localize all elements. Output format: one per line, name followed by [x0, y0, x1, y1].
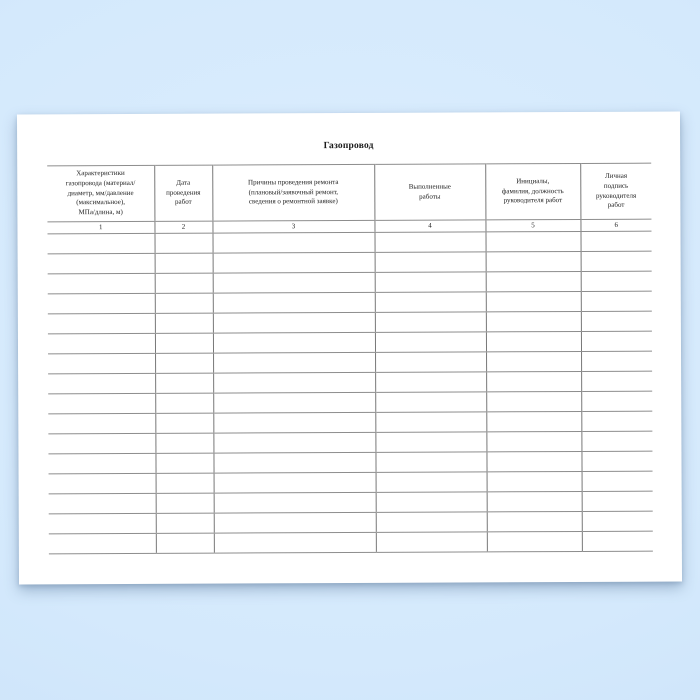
page-title: Газопровод [323, 140, 374, 152]
empty-cell [486, 411, 581, 431]
empty-cell [48, 373, 155, 393]
empty-cell [155, 413, 213, 433]
column-number-1: 1 [47, 221, 154, 233]
empty-cell [582, 491, 653, 511]
empty-cell [581, 251, 652, 271]
empty-cell [375, 252, 486, 272]
table-row [48, 331, 652, 354]
table-row [48, 311, 652, 334]
empty-cell [375, 272, 486, 292]
empty-cell [375, 292, 486, 312]
column-number-2: 2 [154, 221, 212, 233]
empty-cell [214, 472, 376, 493]
empty-cell [375, 332, 486, 352]
empty-cell [213, 412, 375, 433]
empty-cell [581, 311, 652, 331]
empty-cell [213, 432, 375, 453]
empty-cell [49, 473, 156, 493]
empty-cell [581, 331, 652, 351]
empty-cell [375, 312, 486, 332]
empty-cell [156, 533, 214, 553]
empty-cell [155, 373, 213, 393]
empty-cell [376, 512, 487, 532]
table-row [48, 451, 652, 474]
empty-cell [486, 251, 581, 271]
empty-cell [581, 391, 652, 411]
empty-cell [581, 411, 652, 431]
empty-cell [375, 412, 486, 432]
empty-cell [581, 291, 652, 311]
empty-cell [213, 352, 375, 373]
empty-cell [156, 493, 214, 513]
empty-cell [213, 312, 375, 333]
table-row [48, 351, 652, 374]
table-row [48, 291, 652, 314]
empty-cell [213, 292, 375, 313]
empty-cell [214, 512, 376, 533]
column-number-6: 6 [580, 219, 651, 231]
empty-cell [486, 311, 581, 331]
table-row [48, 251, 652, 274]
empty-cell [48, 453, 155, 473]
empty-cell [375, 352, 486, 372]
empty-cell [154, 233, 212, 253]
journal-table [47, 163, 653, 555]
empty-cell [582, 531, 653, 551]
table-row [48, 271, 652, 294]
empty-cell [581, 371, 652, 391]
empty-cell [581, 271, 652, 291]
empty-cell [486, 451, 581, 471]
column-header-3: Причины проведения ремонта (плановый/заявочный ремонт, сведения о ремонтной заявке) [212, 164, 374, 221]
empty-cell [212, 232, 374, 253]
table-row [49, 491, 653, 514]
empty-cell [155, 393, 213, 413]
empty-cell [213, 272, 375, 293]
table-row [48, 391, 652, 414]
empty-cell [376, 532, 487, 552]
table-row [49, 511, 653, 534]
empty-cell [49, 533, 156, 553]
empty-cell [376, 492, 487, 512]
empty-cell [581, 451, 652, 471]
empty-cell [375, 372, 486, 392]
table-body [47, 231, 652, 554]
empty-cell [155, 353, 213, 373]
empty-cell [486, 391, 581, 411]
table-row [48, 431, 652, 454]
empty-cell [487, 491, 582, 511]
table-row [48, 371, 652, 394]
empty-cell [486, 271, 581, 291]
empty-cell [486, 291, 581, 311]
empty-cell [47, 233, 154, 253]
empty-cell [213, 252, 375, 273]
empty-cell [486, 331, 581, 351]
empty-cell [486, 351, 581, 371]
empty-cell [581, 431, 652, 451]
document-page [17, 112, 682, 585]
empty-cell [581, 351, 652, 371]
column-number-3: 3 [212, 220, 374, 233]
empty-cell [214, 492, 376, 513]
empty-cell [48, 333, 155, 353]
empty-cell [485, 231, 580, 251]
empty-cell [48, 353, 155, 373]
empty-cell [155, 453, 213, 473]
column-header-6: Личная подпись руководителя работ [580, 163, 651, 219]
empty-cell [486, 431, 581, 451]
empty-cell [48, 393, 155, 413]
empty-cell [155, 333, 213, 353]
empty-cell [155, 273, 213, 293]
empty-cell [155, 313, 213, 333]
empty-cell [155, 293, 213, 313]
empty-cell [582, 471, 653, 491]
column-header-1: Характеристики газопровода (материал/ диаметр, мм/давление (максимальное), МПа/длина, м) [47, 165, 154, 221]
empty-cell [486, 371, 581, 391]
empty-cell [375, 432, 486, 452]
empty-cell [213, 452, 375, 473]
column-header-4: Выполненные работы [374, 164, 485, 220]
empty-cell [156, 513, 214, 533]
empty-cell [48, 433, 155, 453]
empty-cell [213, 332, 375, 353]
empty-cell [213, 392, 375, 413]
empty-cell [48, 253, 155, 273]
empty-cell [48, 413, 155, 433]
column-number-5: 5 [485, 219, 580, 231]
column-number-4: 4 [374, 220, 485, 232]
table-row [48, 411, 652, 434]
empty-cell [48, 273, 155, 293]
empty-cell [49, 493, 156, 513]
empty-cell [375, 452, 486, 472]
header-row [47, 163, 651, 222]
column-header-2: Дата проведения работ [154, 165, 212, 221]
empty-cell [487, 511, 582, 531]
empty-cell [487, 471, 582, 491]
empty-cell [375, 392, 486, 412]
empty-cell [156, 473, 214, 493]
empty-cell [213, 372, 375, 393]
empty-cell [48, 313, 155, 333]
empty-cell [155, 253, 213, 273]
empty-cell [580, 231, 651, 251]
empty-cell [155, 433, 213, 453]
empty-cell [49, 513, 156, 533]
table-row [49, 471, 653, 494]
empty-cell [487, 531, 582, 551]
empty-cell [376, 472, 487, 492]
table-row [47, 231, 651, 254]
table-row [49, 531, 653, 554]
empty-cell [214, 532, 376, 553]
column-header-5: Инициалы, фамилия, должность руководителя работ [485, 163, 580, 219]
empty-cell [48, 293, 155, 313]
empty-cell [582, 511, 653, 531]
empty-cell [374, 232, 485, 252]
